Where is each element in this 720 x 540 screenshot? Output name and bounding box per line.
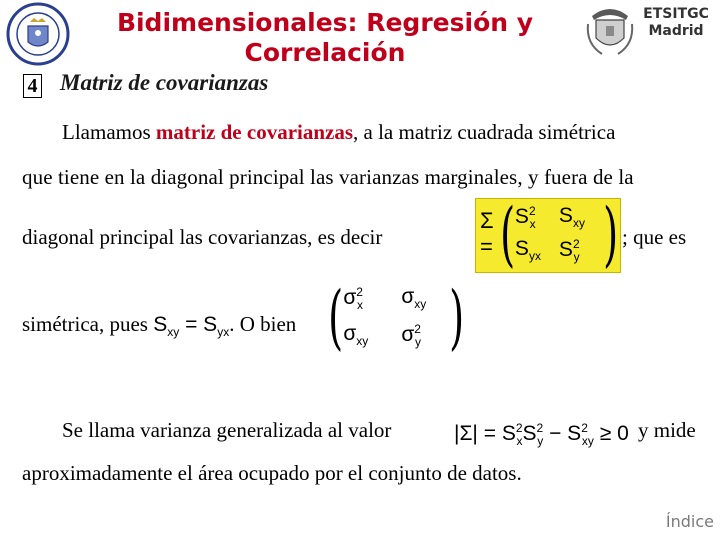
p3-rest: y mide bbox=[638, 418, 696, 442]
paragraph-2: simétrica, pues $S_{xy} = S_{yx}$. O bien bbox=[22, 312, 297, 340]
p2-intro: simétrica, pues bbox=[22, 312, 148, 336]
paragraph-3-line-2: aproximadamente el área ocupado por el conjunto de datos. bbox=[22, 461, 522, 485]
university-seal-logo bbox=[6, 2, 70, 66]
paragraph-1-line-3: diagonal principal las covarianzas, es decir bbox=[22, 225, 383, 249]
p2-rest: . O bien bbox=[229, 312, 297, 336]
section-title: Matriz de covarianzas bbox=[60, 70, 269, 95]
p1-highlight-term: matriz de covarianzas bbox=[155, 120, 354, 144]
p1-intro: Llamamos bbox=[62, 120, 151, 144]
header-title: Bidimensionales: Regresión y Correlación bbox=[116, 8, 534, 67]
sigma-matrix: ( $\sigma^2_x$ $\sigma_{xy}$ $\sigma_{xy}$ $\sigma^2_y$ ) bbox=[328, 276, 465, 358]
paragraph-1-line-1 bbox=[62, 120, 615, 144]
coat-of-arms-logo bbox=[584, 2, 636, 62]
p3-intro: Se llama varianza generalizada al valor bbox=[62, 418, 392, 442]
school-name-line2: Madrid bbox=[648, 23, 704, 39]
generalized-variance-formula: $|\Sigma| = S^2_xS^2_y - S^2_{xy} \ge 0$ bbox=[454, 421, 629, 449]
p1-rest: , a la matriz cuadrada simétrica bbox=[353, 120, 616, 144]
covariance-matrix-box: Σ = ( $S^2_x$ $S_{xy}$ $S_{yx}$ $S^2_y$ ) bbox=[475, 198, 621, 273]
section-number: 4 bbox=[23, 74, 42, 98]
paragraph-1-line-2: que tiene en la diagonal principal las varianzas marginales, y fuera de la bbox=[22, 165, 634, 189]
p1-after-matrix: ; que es bbox=[622, 225, 687, 249]
school-name-line1: ETSITGC bbox=[643, 6, 709, 22]
index-link[interactable]: Índice bbox=[665, 512, 714, 531]
school-name bbox=[640, 6, 712, 40]
paragraph-3-line-1 bbox=[62, 418, 391, 442]
